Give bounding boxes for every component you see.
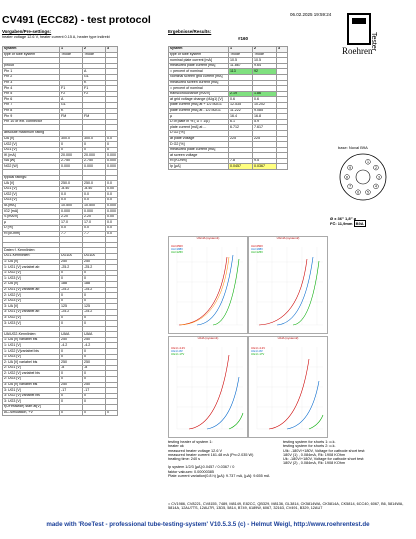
table-cell: 188 bbox=[83, 281, 106, 287]
table-cell: 0.0 bbox=[106, 220, 118, 226]
table-cell: 125 bbox=[60, 304, 83, 310]
table-cell: UG2 [V] bbox=[3, 142, 60, 148]
table-cell: 0 bbox=[83, 315, 106, 321]
table-cell: UA [V] bbox=[3, 136, 60, 142]
info-line: Plate current variation(0.8 h) [µA]: 9.737 mA, [µA]: 9.655 mA bbox=[168, 474, 270, 479]
table-cell: 11.867 bbox=[229, 63, 253, 69]
table-cell: F2 bbox=[83, 91, 106, 97]
table-cell: Ip [µA] bbox=[169, 164, 229, 170]
table-cell: 0 bbox=[60, 293, 83, 299]
table-cell: 0 bbox=[83, 321, 106, 327]
table-cell: 0.000 bbox=[60, 209, 83, 215]
table-cell: 0.000 bbox=[107, 152, 116, 157]
tube-size-text: Ø x 36″ 1,8″ ø bbox=[330, 216, 357, 221]
header-cell: 3 bbox=[106, 47, 118, 53]
table-cell: = percent of nominal bbox=[169, 69, 229, 75]
table-cell: 0 bbox=[60, 321, 83, 327]
table-cell: 250.0 bbox=[83, 181, 106, 187]
info-line: 180V (2) , 0.084mA, Rk: 1908 KOhm bbox=[283, 461, 346, 466]
table-cell: 250 bbox=[83, 337, 106, 343]
table-cell: Pin 10 or ext. connector bbox=[3, 119, 60, 125]
table-cell: D [%] bbox=[3, 226, 60, 232]
table-cell: 3: UG2 [V] bbox=[3, 315, 60, 321]
info-line: testing heater of system 1: bbox=[168, 440, 213, 444]
table-cell: 0 bbox=[60, 410, 83, 416]
table-cell: 1: UA [V] variabel bis bbox=[3, 337, 60, 343]
table-cell: Pin 1 bbox=[3, 69, 60, 75]
table-cell: 300.0 bbox=[83, 136, 106, 142]
table-cell: D of plate in % ( D = 1/µ) bbox=[169, 119, 229, 125]
table-cell: 2: UA [V] variabel bis bbox=[3, 360, 60, 366]
table-cell: FM bbox=[60, 114, 83, 120]
table-cell: 10.500 bbox=[60, 203, 83, 209]
table-cell: transconductance [mA/V] bbox=[169, 91, 229, 97]
table-cell: -17 bbox=[83, 388, 106, 394]
table-cell: 2: UG3 [V] bbox=[3, 377, 60, 383]
table-cell: 250 bbox=[83, 382, 106, 388]
table-cell: 1.86 bbox=[253, 91, 277, 97]
table-cell: D G2 [%] bbox=[169, 130, 229, 136]
socket-pin-number: 2 bbox=[374, 165, 377, 170]
tube-data-table bbox=[2, 46, 118, 416]
table-cell: UA [V] bbox=[3, 181, 60, 187]
graph-legend: UA=250V UA=188V UA=125V bbox=[171, 244, 184, 254]
table-cell: 0 bbox=[83, 371, 106, 377]
table-cell: Triode bbox=[83, 52, 106, 58]
table-cell: IA [mA] bbox=[3, 203, 60, 209]
table-cell: 2.20 bbox=[60, 214, 83, 220]
table-cell: 20.000 bbox=[83, 153, 106, 159]
table-cell: measured plate current [mA] bbox=[169, 63, 229, 69]
table-cell: type of tube system bbox=[3, 52, 60, 58]
header-cell: 2 bbox=[253, 47, 277, 53]
table-cell: 3: UG3 [V] bbox=[3, 321, 60, 327]
table-cell: 1: UG1 [V] bbox=[3, 343, 60, 349]
table-cell: UG2 [V] bbox=[3, 192, 60, 198]
table-cell: 0.0 bbox=[83, 192, 106, 198]
equivalents-list: = CV1986, CV8221, CV8155, 7489, M8149, E82CC, QB329, M8136, GL3814, CK5814WA, CK5814A, CK5814, 6CC40, 6067, B6, 5814WA, 5814A, 12AU7TS, 12AU7R, 13D5, 5814, B749, 6189W, 6067, 32163, CV491, B329, 12AU7 bbox=[168, 502, 404, 511]
table-cell: UAIA bbox=[60, 332, 83, 338]
table-cell: 250 bbox=[60, 259, 83, 265]
graph-ug1-system2 bbox=[248, 236, 328, 334]
table-cell: -4.2 bbox=[83, 343, 106, 349]
table-cell: 3: UG3 [V] bbox=[3, 399, 60, 405]
table-cell: Triode bbox=[229, 52, 253, 58]
table-cell: 0.000 bbox=[107, 203, 116, 208]
table-cell: 0 bbox=[83, 147, 106, 153]
table-cell: 3: UG2 [V] variabel bis bbox=[3, 393, 60, 399]
graph-title: UG1IA (system2) bbox=[276, 236, 300, 240]
table-cell: at grid voltage change (dUg1) [V] bbox=[169, 97, 229, 103]
socket-pinout-diagram bbox=[338, 152, 388, 202]
table-cell: 0 bbox=[83, 276, 106, 282]
info-line: Uk: -180V/+180V, Voltage for cathode short test: bbox=[283, 457, 365, 462]
table-cell: 0 bbox=[83, 349, 106, 355]
table-cell: 0 bbox=[60, 377, 83, 383]
results-heading: Ergebnisse/Results: bbox=[168, 29, 212, 34]
table-cell: UG1IA bbox=[83, 253, 106, 259]
table-cell: 0 bbox=[83, 399, 106, 405]
table-cell: 0 bbox=[60, 298, 83, 304]
serial-number: #160 bbox=[238, 36, 249, 41]
table-cell: FM bbox=[83, 114, 106, 120]
socket-pin-number: 6 bbox=[357, 190, 360, 195]
table-cell: UG1IA bbox=[60, 253, 83, 259]
table-cell: 0 bbox=[83, 142, 106, 148]
table-cell: nominal plate current [mA] bbox=[169, 58, 229, 64]
table-cell: G1 bbox=[60, 102, 83, 108]
table-cell: 0.00 bbox=[106, 186, 118, 192]
table-cell: plate current [mA] at - 1/2 dUG1 bbox=[169, 108, 229, 114]
table-cell: 6.712 bbox=[229, 125, 253, 131]
table-cell: 9.5 bbox=[253, 158, 277, 164]
footer-credit: made with 'RoeTest - professional tube-testing-system' V10.5.3.5 (c) - Helmut Weigl, http://www.roehrentest.de bbox=[46, 521, 370, 528]
info-line: measured heater voltage 12.6 V bbox=[168, 448, 223, 453]
table-cell: Daten f. Kennlinien: bbox=[3, 248, 60, 254]
table-cell: Pin 8 bbox=[3, 108, 60, 114]
table-cell: 2: UG2 [V] variabel bis bbox=[3, 371, 60, 377]
table-cell: 10.202 bbox=[253, 102, 277, 108]
table-cell: 7.7 bbox=[83, 231, 106, 237]
table-cell: 92 bbox=[253, 69, 277, 75]
table-cell: -25.2 bbox=[60, 287, 83, 293]
table-cell: 2.750 bbox=[83, 158, 106, 164]
table-cell: 11.222 bbox=[229, 108, 253, 114]
info-line: measured heater current 161.48 mA (Pn=2.035 W) bbox=[168, 452, 254, 457]
table-cell: 0.00 bbox=[106, 214, 118, 220]
table-cell: 113 bbox=[229, 69, 253, 75]
table-cell: A bbox=[83, 69, 106, 75]
table-cell: Pin 3 bbox=[3, 80, 60, 86]
table-cell: -25.2 bbox=[83, 265, 106, 271]
table-cell: UA/UG2-Kennlinien: bbox=[3, 332, 60, 338]
table-cell: 0 bbox=[60, 354, 83, 360]
header-cell: 2 bbox=[83, 47, 106, 53]
presettings-line: heater voltage 12.6 V, heater current 0.15 A, heater type indirekt bbox=[2, 35, 110, 39]
table-cell: 0 bbox=[60, 399, 83, 405]
short-test-info bbox=[283, 440, 365, 466]
graph-ua-system2 bbox=[248, 336, 328, 438]
table-cell: 2.20 bbox=[83, 214, 106, 220]
table-cell: NA [W] bbox=[3, 158, 60, 164]
table-cell: F1 bbox=[83, 86, 106, 92]
table-cell: 0 bbox=[60, 142, 83, 148]
table-cell: Pin 7 bbox=[3, 102, 60, 108]
table-cell: at screen voltage bbox=[169, 153, 229, 159]
socket-pin-number: 1 bbox=[366, 160, 369, 165]
socket-pin-number: 9 bbox=[349, 165, 352, 170]
table-cell: -4.2 bbox=[60, 343, 83, 349]
table-cell: 0 bbox=[106, 410, 118, 416]
table-cell: 0 bbox=[60, 276, 83, 282]
table-cell: 225 bbox=[253, 136, 277, 142]
table-cell: 0.000 bbox=[107, 158, 116, 163]
table-cell: 0 bbox=[60, 270, 83, 276]
table-cell: 0.0 bbox=[83, 226, 106, 232]
table-cell: 0 bbox=[83, 293, 106, 299]
table-cell: 300.0 bbox=[60, 136, 83, 142]
table-cell: measured plate current [mA] bbox=[169, 147, 229, 153]
table-cell: 250 bbox=[83, 259, 106, 265]
table-cell: 3: UA [V] variabel bis bbox=[3, 382, 60, 388]
table-cell: typical ratings: bbox=[3, 175, 60, 181]
table-cell: plate current [mA] at ... bbox=[169, 125, 229, 131]
info-line: UIk: -180V/+180V, Voltage for cathode short test: bbox=[283, 448, 366, 453]
table-cell: 0 bbox=[60, 349, 83, 355]
table-cell bbox=[277, 164, 288, 170]
table-cell: 0 bbox=[60, 371, 83, 377]
table-cell: 2: UA [V] bbox=[3, 281, 60, 287]
presettings-heading: Vorgaben/Pre-settings: bbox=[2, 29, 52, 34]
page-title: CV491 (ECC82) - test protocol bbox=[2, 14, 151, 26]
roehrentest-logo bbox=[338, 12, 382, 56]
table-cell: -8 bbox=[60, 365, 83, 371]
info-line: testing system for shorts 1: o.k. bbox=[283, 440, 336, 444]
tube-fc-text: FC̃: 11,9mm bbox=[330, 221, 353, 226]
table-cell: 20.000 bbox=[60, 153, 83, 159]
table-cell: 0 bbox=[83, 410, 106, 416]
header-cell: system bbox=[169, 47, 229, 53]
tube-size-info bbox=[330, 216, 366, 226]
socket-pin-number: 5 bbox=[366, 190, 369, 195]
table-cell: µ bbox=[169, 114, 229, 120]
table-row bbox=[169, 164, 288, 170]
table-cell: AC-simulation, +V bbox=[3, 410, 60, 416]
header-cell: 1 bbox=[60, 47, 83, 53]
info-line: Ip system 1/2/3 [µA]:0.0457 / 0.0367 / 0 bbox=[168, 465, 235, 470]
table-cell: 9.64 bbox=[253, 63, 277, 69]
table-cell: 1: UG2 [V]variabel bis bbox=[3, 349, 60, 355]
table-cell: S [mA/V] bbox=[3, 214, 60, 220]
table-cell: 5.9 bbox=[253, 119, 277, 125]
heater-test-info bbox=[168, 440, 269, 478]
table-cell: -8.40 bbox=[60, 186, 83, 192]
graph-title: UAIA (system2) bbox=[277, 336, 299, 340]
table-cell: 0.6 bbox=[253, 97, 277, 103]
table-cell: 0 bbox=[83, 354, 106, 360]
table-cell: 17.0 bbox=[83, 220, 106, 226]
header-cell: 3 bbox=[277, 47, 288, 53]
header-cell: 1 bbox=[229, 47, 253, 53]
table-cell: 7.8 bbox=[229, 158, 253, 164]
table-cell: = percent of nominal bbox=[169, 86, 229, 92]
info-line: heater ok bbox=[168, 444, 184, 449]
table-cell: -8.40 bbox=[83, 186, 106, 192]
table-cell: 125 bbox=[83, 304, 106, 310]
table-cell: absolute maximum rating bbox=[3, 130, 60, 136]
table-cell: pinout bbox=[3, 63, 60, 69]
table-cell: 0.0 bbox=[106, 231, 118, 237]
table-cell: UG1 [V] bbox=[3, 147, 60, 153]
table-cell: 0.0 bbox=[83, 198, 106, 204]
table-cell: 250 bbox=[60, 337, 83, 343]
graph-legend: UG1=-4.2V UG1=-8V UG1=-17V bbox=[171, 346, 186, 356]
table-cell: -25.2 bbox=[83, 287, 106, 293]
table-cell: -25.2 bbox=[60, 309, 83, 315]
info-line: 180V (1) , 0.084mA, Rk: 1908 KOhm bbox=[283, 452, 346, 457]
table-cell: Pin 5 bbox=[3, 91, 60, 97]
table-cell: 2: UG1 [V] bbox=[3, 365, 60, 371]
table-cell: 0.000 bbox=[107, 163, 116, 168]
table-cell: 0.0 bbox=[60, 192, 83, 198]
table-cell: 0 bbox=[83, 393, 106, 399]
table-cell: 3: UG1 [V] bbox=[3, 388, 60, 394]
table-cell: 10.500 bbox=[83, 203, 106, 209]
table-cell: D G2 [%] bbox=[169, 142, 229, 148]
table-cell: 250 bbox=[83, 360, 106, 366]
table-cell: 1: UG3 [V] bbox=[3, 276, 60, 282]
table-cell: µ bbox=[3, 220, 60, 226]
table-cell: 2.19 bbox=[229, 91, 253, 97]
table-cell: 2.750 bbox=[60, 158, 83, 164]
table-cell: IK [mA] bbox=[3, 153, 60, 159]
graph-legend: UA=250V UA=188V UA=125V bbox=[251, 244, 264, 254]
socket-pin-number: 4 bbox=[374, 184, 377, 189]
table-cell: G1 bbox=[83, 74, 106, 80]
table-cell: 0.0 bbox=[106, 136, 118, 142]
graph-title: UAIA (system1) bbox=[197, 336, 219, 340]
socket-pin-number: 7 bbox=[349, 184, 352, 189]
table-cell: 2: UG3 [V] bbox=[3, 298, 60, 304]
table-cell: 1: UG1 [V] variabel ab bbox=[3, 265, 60, 271]
table-cell: 0 bbox=[60, 315, 83, 321]
table-cell: 6.1 bbox=[229, 119, 253, 125]
base-badge: B9A bbox=[355, 221, 364, 226]
table-cell: 0.0457 bbox=[229, 164, 253, 170]
table-row bbox=[3, 410, 118, 416]
table-cell: 1: UA [V] bbox=[3, 259, 60, 265]
socket-pin-number: 8 bbox=[346, 175, 348, 180]
table-cell: 0.0 bbox=[60, 198, 83, 204]
table-cell: f(UFestwide) start at[V] bbox=[3, 405, 60, 411]
table-cell: IG2 [mA] bbox=[3, 209, 60, 215]
table-cell: 16.4 bbox=[229, 114, 253, 120]
table-cell: 3: UG1 [V] variabel ab bbox=[3, 309, 60, 315]
table-cell: 0 bbox=[83, 377, 106, 383]
table-cell: 12.535 bbox=[229, 102, 253, 108]
graph-title: UG1IA (system1) bbox=[196, 236, 220, 240]
table-cell: 250 bbox=[60, 360, 83, 366]
table-cell: plate current [mA] at + 1/2 dUG1 bbox=[169, 102, 229, 108]
table-cell: A bbox=[60, 97, 83, 103]
graph-legend: UG1=-4.2V UG1=-8V UG1=-17V bbox=[251, 346, 266, 356]
table-cell: Pin 4 bbox=[3, 86, 60, 92]
table-cell: 0 bbox=[83, 298, 106, 304]
table-cell: Pin 2 bbox=[3, 74, 60, 80]
table-cell: 0 bbox=[106, 142, 118, 148]
table-cell: 225 bbox=[229, 136, 253, 142]
table-cell: Pin 6 bbox=[3, 97, 60, 103]
table-cell: 0.000 bbox=[107, 208, 116, 213]
table-cell: 2: UG2 [V] bbox=[3, 293, 60, 299]
table-cell: NG2 [W] bbox=[3, 164, 60, 170]
table-cell: 0.6 bbox=[229, 97, 253, 103]
table-cell: K bbox=[83, 80, 106, 86]
table-cell: 0 bbox=[60, 393, 83, 399]
table-cell: F2 bbox=[60, 91, 83, 97]
svg-text:Roehren: Roehren bbox=[342, 46, 373, 56]
table-cell: -8 bbox=[83, 365, 106, 371]
table-cell: 250 bbox=[60, 382, 83, 388]
graph-ug1-system1 bbox=[168, 236, 248, 334]
table-cell: K bbox=[60, 108, 83, 114]
base-label: base: Noval B9A bbox=[338, 145, 368, 150]
info-line: heating time: 240 s bbox=[168, 457, 201, 462]
table-cell: 0 bbox=[60, 147, 83, 153]
table-cell: 0.000 bbox=[83, 209, 106, 215]
info-line: faktor vakuum: 0.00000385 bbox=[168, 469, 215, 474]
table-cell: Ri [kOhm] bbox=[3, 231, 60, 237]
table-cell: 16.8 bbox=[253, 114, 277, 120]
table-cell: 0.0 bbox=[106, 226, 118, 232]
table-cell: 7.7 bbox=[60, 231, 83, 237]
svg-text:Tester: Tester bbox=[370, 32, 377, 52]
table-cell: 10.5 bbox=[253, 58, 277, 64]
info-line: testing system for shorts 2: o.k. bbox=[283, 444, 336, 449]
table-cell: Ri [KOhm] bbox=[169, 158, 229, 164]
table-cell: 0.0 bbox=[60, 226, 83, 232]
table-cell: 0.000 bbox=[60, 164, 83, 170]
table-cell: 0.0 bbox=[106, 192, 118, 198]
header-cell: system bbox=[3, 47, 60, 53]
graph-ua-system1 bbox=[168, 336, 248, 438]
table-cell: 0 bbox=[83, 270, 106, 276]
table-cell: 9.085 bbox=[253, 108, 277, 114]
table-cell: 0.000 bbox=[83, 164, 106, 170]
table-cell: Pin 9 bbox=[3, 114, 60, 120]
table-cell: 7.617 bbox=[253, 125, 277, 131]
results-table bbox=[168, 46, 288, 170]
table-cell: Nominal screen grid current [mA] bbox=[169, 74, 229, 80]
table-cell: -17 bbox=[60, 388, 83, 394]
table-cell: 1: UG2 [V] bbox=[3, 270, 60, 276]
table-cell: Triode bbox=[253, 52, 277, 58]
table-cell: Triode bbox=[60, 52, 83, 58]
table-cell: 250.0 bbox=[60, 181, 83, 187]
table-cell: UG1 [V] bbox=[3, 186, 60, 192]
table-cell: 10.5 bbox=[229, 58, 253, 64]
table-cell: UG1-Kennlinien: bbox=[3, 253, 60, 259]
table-cell: 0.0 bbox=[106, 181, 118, 187]
table-cell: 2: UG1 [V] variabel ab bbox=[3, 287, 60, 293]
table-cell: UG3 [V] bbox=[3, 198, 60, 204]
table-cell: F1 bbox=[60, 86, 83, 92]
table-cell: -25.2 bbox=[60, 265, 83, 271]
table-cell: 0 bbox=[106, 147, 118, 153]
table-cell: type of tube system bbox=[169, 52, 229, 58]
table-cell: measured screen current [mA] bbox=[169, 80, 229, 86]
table-cell: 1: UG3 [V] bbox=[3, 354, 60, 360]
socket-pin-number: 3 bbox=[378, 175, 380, 180]
table-cell: 0.0 bbox=[106, 198, 118, 204]
table-cell: 0.0367 bbox=[253, 164, 277, 170]
timestamp: 06.02.2025 19:59:24 bbox=[290, 12, 332, 17]
table-cell: 17.0 bbox=[60, 220, 83, 226]
table-cell: UAIA bbox=[83, 332, 106, 338]
table-cell: at plate voltage bbox=[169, 136, 229, 142]
table-cell: -25.2 bbox=[83, 309, 106, 315]
table-cell: 3: UA [V] bbox=[3, 304, 60, 310]
table-cell: 188 bbox=[60, 281, 83, 287]
